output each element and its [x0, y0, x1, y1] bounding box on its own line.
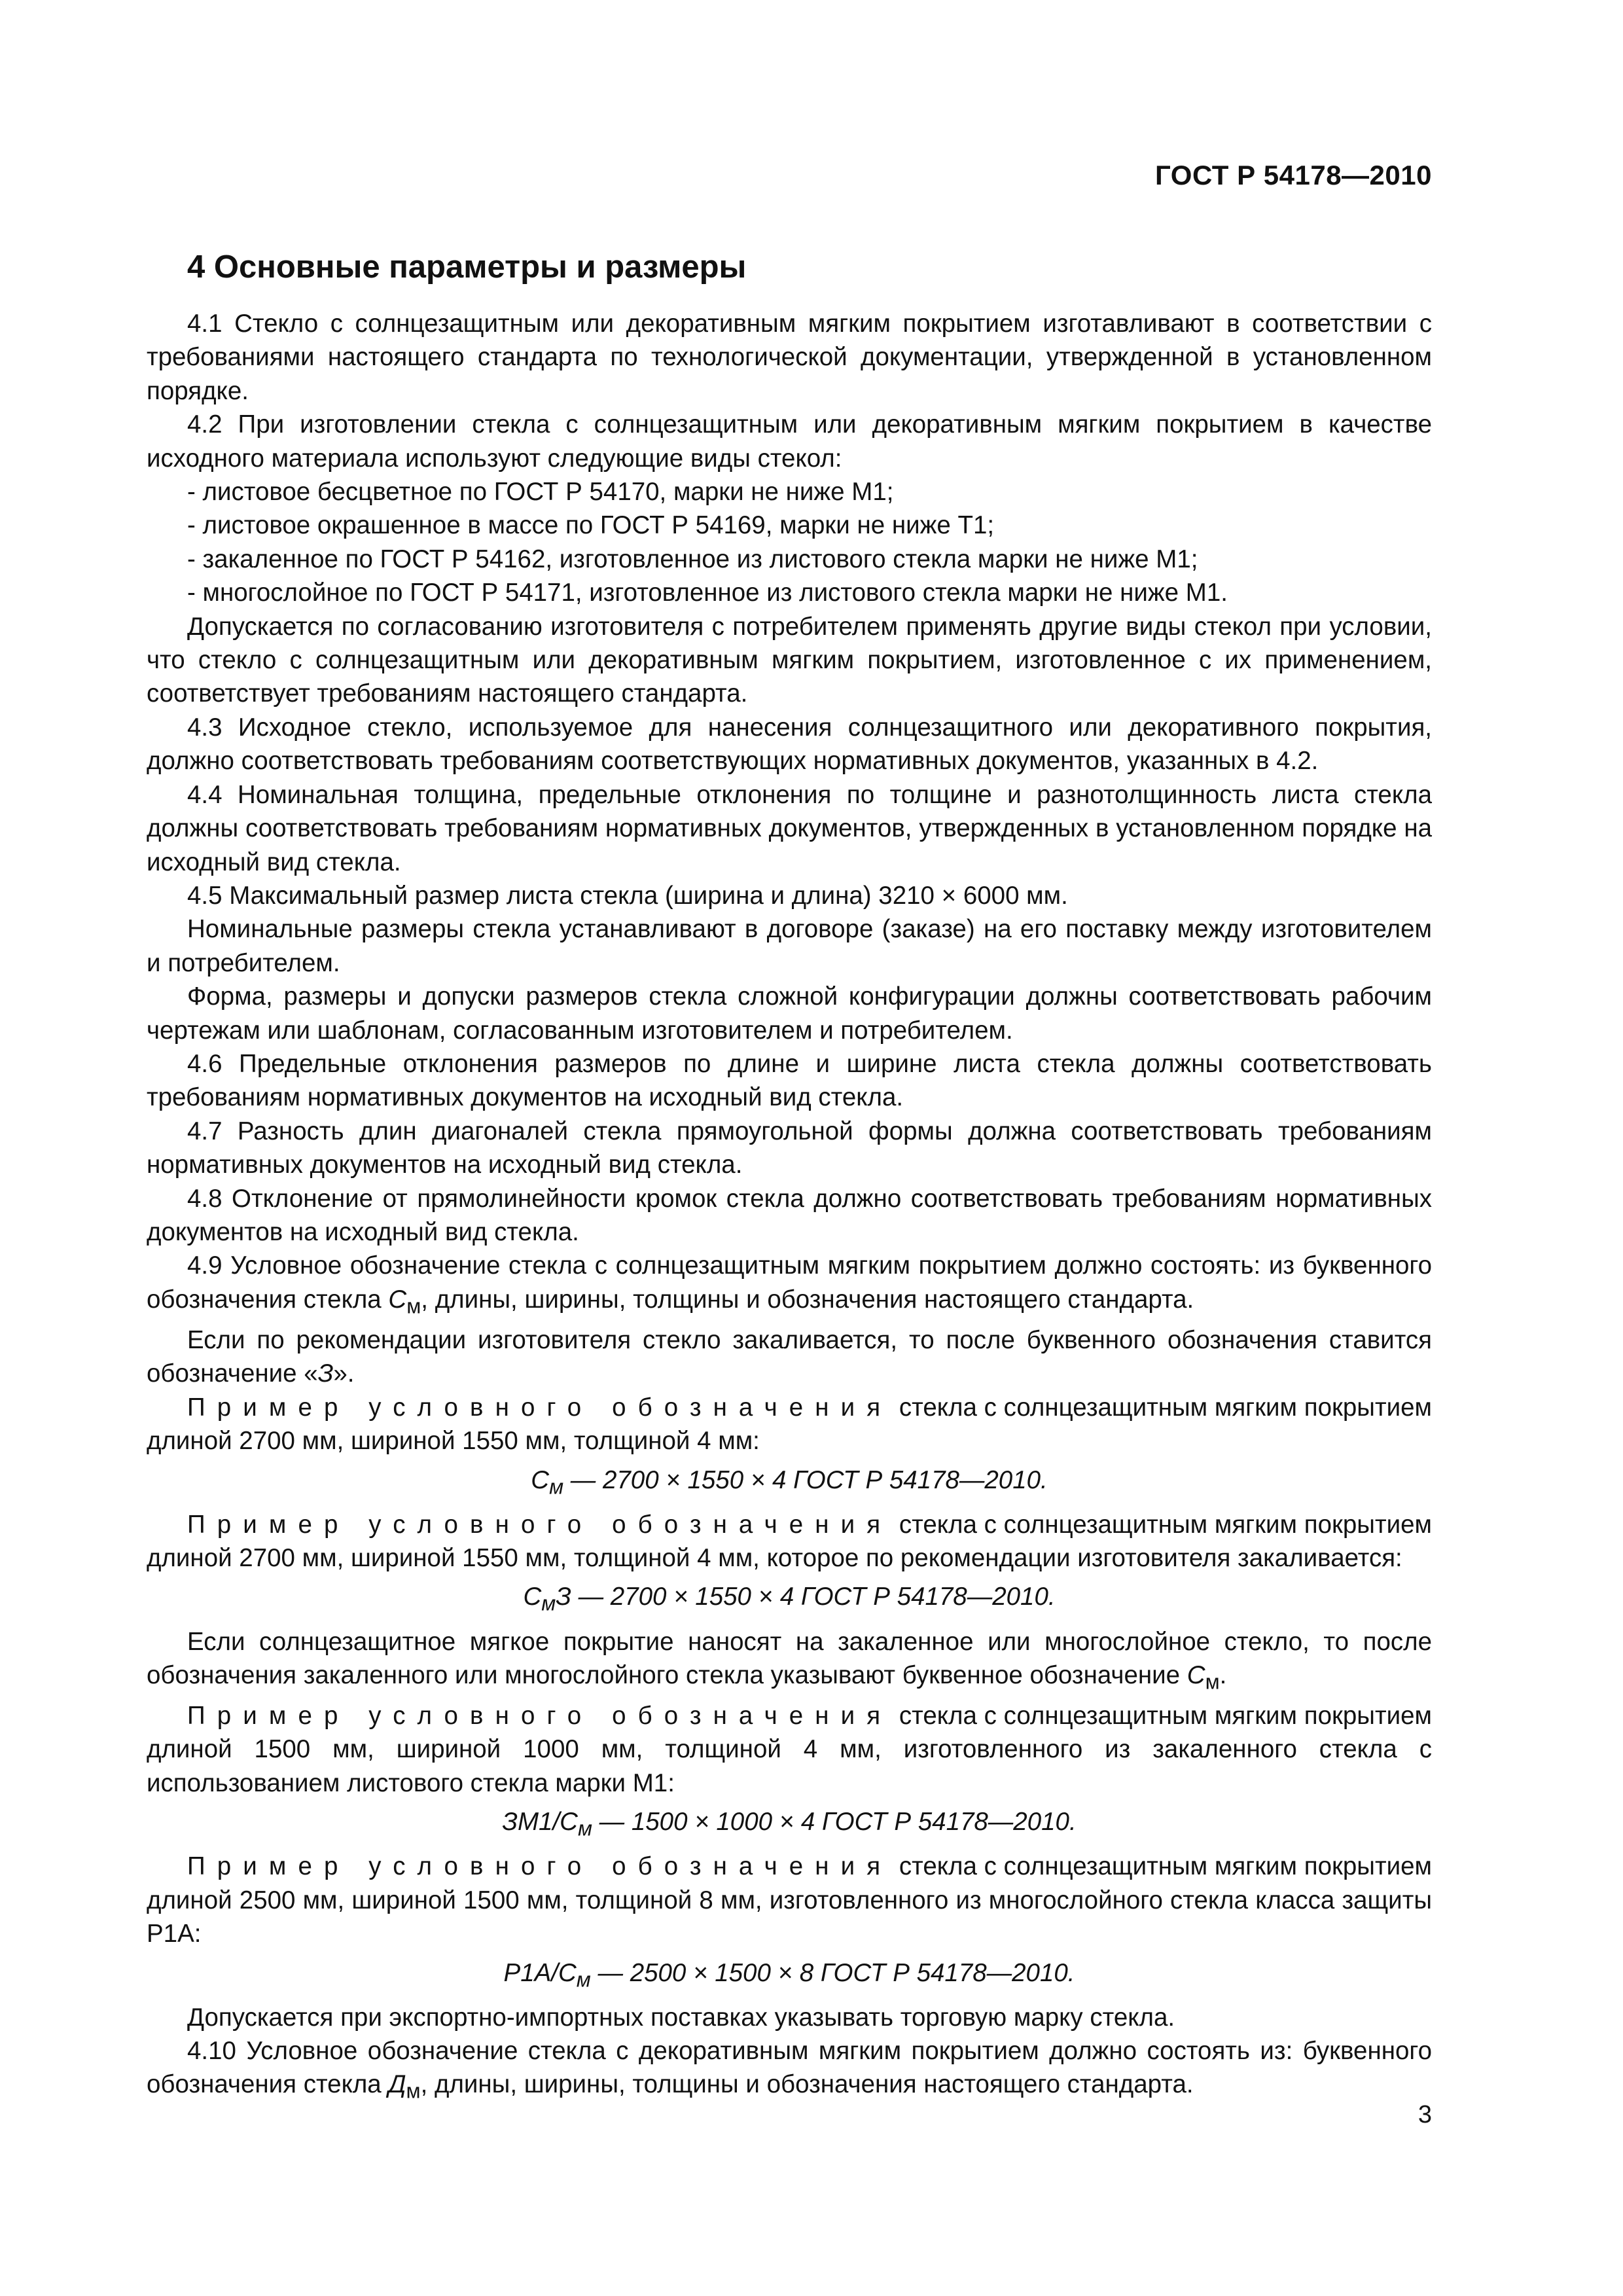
- example-4-text: стекла с солнцезащитным мягким покрытием длиной 2500 мм, шириной 1500 мм, толщиной 8 мм, изготовленного из многослойного стекла класса защиты Р1А:: [147, 1852, 1432, 1948]
- paragraph-4-5-shape: Форма, размеры и допуски размеров стекла сложной конфигурации должны соответствовать рабочим чертежам или шаблонам, согласованным изготовителем и потребителем.: [147, 982, 1432, 1045]
- paragraph-tempered-laminated: [147, 1625, 1432, 1700]
- formula-prefix: ЗМ1/: [502, 1808, 560, 1837]
- tempering-text-b: ».: [333, 1359, 355, 1388]
- list-item: - листовое окрашенное в массе по ГОСТ Р 54169, марки не ниже Т1;: [187, 511, 995, 540]
- paragraph-4-9-text-a: 4.9 Условное обозначение стекла с солнцезащитным мягким покрытием должно состоять: из буквенного обозначения стекла: [147, 1251, 1432, 1314]
- formula-prefix: Р1А/: [503, 1958, 558, 1987]
- symbol-c: С: [558, 1958, 577, 1987]
- tempered-text-b: .: [1219, 1660, 1227, 1689]
- paragraph-4-10-text-b: , длины, ширины, толщины и обозначения настоящего стандарта.: [420, 2070, 1194, 2099]
- example-1-text: стекла с солнцезащитным мягким покрытием длиной 2700 мм, шириной 1550 мм, толщиной 4 мм:: [147, 1393, 1432, 1456]
- subscript-m: м: [406, 1294, 421, 1318]
- example-2-formula: [147, 1580, 1432, 1621]
- formula-text: — 1500 × 1000 × 4 ГОСТ Р 54178—2010.: [592, 1808, 1077, 1837]
- formula-text: З — 2700 × 1550 × 4 ГОСТ Р 54178—2010.: [556, 1583, 1056, 1611]
- paragraph-4-2: 4.2 При изготовлении стекла с солнцезащитным или декоративным мягким покрытием в качестве исходного материала используют следующие виды стекол:: [147, 410, 1432, 473]
- paragraph-4-5-nominal: Номинальные размеры стекла устанавливают в договоре (заказе) на его поставку между изготовителем и потребителем.: [147, 915, 1432, 977]
- subscript-m: м: [541, 1592, 556, 1616]
- list-item: - листовое бесцветное по ГОСТ Р 54170, марки не ниже М1;: [187, 478, 894, 507]
- list-item: - закаленное по ГОСТ Р 54162, изготовленное из листового стекла марки не ниже М1;: [187, 545, 1198, 573]
- subscript-m: м: [549, 1475, 564, 1499]
- paragraph-4-9: [147, 1249, 1432, 1323]
- page-number: 3: [1418, 2101, 1432, 2128]
- symbol-z: З: [317, 1359, 334, 1388]
- example-2-text: стекла с солнцезащитным мягким покрытием длиной 2700 мм, шириной 1550 мм, толщиной 4 мм, которое по рекомендации изготовителя закаливается:: [147, 1510, 1432, 1572]
- paragraph-4-3: 4.3 Исходное стекло, используемое для нанесения солнцезащитного или декоративного покрытия, должно соответствовать требованиям соответствующих нормативных документов, указанных в 4.2.: [147, 713, 1432, 776]
- paragraph-4-1: 4.1 Стекло с солнцезащитным или декоративным мягким покрытием изготавливают в соответствии с требованиями настоящего стандарта по технологической документации, утвержденной в установленном порядке.: [147, 310, 1432, 405]
- example-label: Пример условного обозначения: [187, 1393, 893, 1422]
- example-4-formula: [147, 1956, 1432, 1997]
- paragraph-4-6: 4.6 Предельные отклонения размеров по длине и ширине листа стекла должны соответствовать требованиям нормативных документов на исходный вид стекла.: [147, 1049, 1432, 1112]
- example-label: Пример условного обозначения: [187, 1702, 893, 1730]
- symbol-c: С: [1186, 1660, 1205, 1689]
- tempering-text-a: Если по рекомендации изготовителя стекло закаливается, то после буквенного обозначения ставится обозначение «: [147, 1325, 1432, 1388]
- paragraph-4-4: 4.4 Номинальная толщина, предельные отклонения по толщине и разнотолщинность листа стекла должны соответствовать требованиям нормативных документов, утвержденных в установленном порядке на исходный вид стекла.: [147, 780, 1432, 876]
- symbol-c: С: [531, 1465, 550, 1494]
- formula-text: — 2700 × 1550 × 4 ГОСТ Р 54178—2010.: [563, 1465, 1048, 1494]
- symbol-d: Д: [388, 2070, 406, 2099]
- paragraph-export: Допускается при экспортно-импортных поставках указывать торговую марку стекла.: [187, 2003, 1175, 2032]
- example-3-text: стекла с солнцезащитным мягким покрытием длиной 1500 мм, шириной 1000 мм, толщиной 4 мм, изготовленного из закаленного стекла с использованием листового стекла марки М1:: [147, 1702, 1432, 1797]
- paragraph-4-10: [147, 2034, 1432, 2109]
- subscript-m: м: [406, 2079, 421, 2104]
- formula-text: — 2500 × 1500 × 8 ГОСТ Р 54178—2010.: [590, 1958, 1075, 1987]
- example-2: [147, 1508, 1432, 1575]
- symbol-c: С: [388, 1285, 407, 1314]
- subscript-m: м: [1205, 1670, 1220, 1694]
- paragraph-4-10-text-a: 4.10 Условное обозначение стекла с декоративным мягким покрытием должно состоять из: буквенного обозначения стекла: [147, 2037, 1432, 2099]
- example-label: Пример условного обозначения: [187, 1510, 893, 1539]
- subscript-m: м: [576, 1967, 591, 1992]
- example-3: [147, 1699, 1432, 1800]
- paragraph-4-8: 4.8 Отклонение от прямолинейности кромок стекла должно соответствовать требованиям нормативных документов на исходный вид стекла.: [147, 1184, 1432, 1246]
- paragraph-4-2-allowance: Допускается по согласованию изготовителя с потребителем применять другие виды стекол при условии, что стекло с солнцезащитным или декоративным мягким покрытием, изготовленное с их применением, соответствует требованиям настоящего стандарта.: [147, 612, 1432, 708]
- example-4: [147, 1850, 1432, 1950]
- symbol-c: С: [523, 1583, 542, 1611]
- tempered-text-a: Если солнцезащитное мягкое покрытие наносят на закаленное или многослойное стекло, то после обозначения закаленного или многослойного стекла указывают буквенное обозначение: [147, 1627, 1432, 1689]
- paragraph-4-9-text-b: , длины, ширины, толщины и обозначения настоящего стандарта.: [421, 1285, 1194, 1314]
- symbol-c: С: [560, 1808, 578, 1837]
- paragraph-4-5: 4.5 Максимальный размер листа стекла (ширина и длина) 3210 × 6000 мм.: [187, 881, 1068, 910]
- example-label: Пример условного обозначения: [187, 1852, 893, 1881]
- example-1-formula: [147, 1463, 1432, 1504]
- section-heading: 4 Основные параметры и размеры: [187, 249, 747, 285]
- paragraph-4-9-tempering: [147, 1323, 1432, 1391]
- list-item: - многослойное по ГОСТ Р 54171, изготовленное из листового стекла марки не ниже М1.: [187, 579, 1228, 607]
- page-content: [147, 247, 1432, 2109]
- example-1: [147, 1391, 1432, 1458]
- paragraph-4-7: 4.7 Разность длин диагоналей стекла прямоугольной формы должна соответствовать требованиям нормативных документов на исходный вид стекла.: [147, 1117, 1432, 1179]
- example-3-formula: [147, 1805, 1432, 1846]
- subscript-m: м: [577, 1816, 592, 1840]
- document-header-id: ГОСТ Р 54178—2010: [1155, 160, 1432, 190]
